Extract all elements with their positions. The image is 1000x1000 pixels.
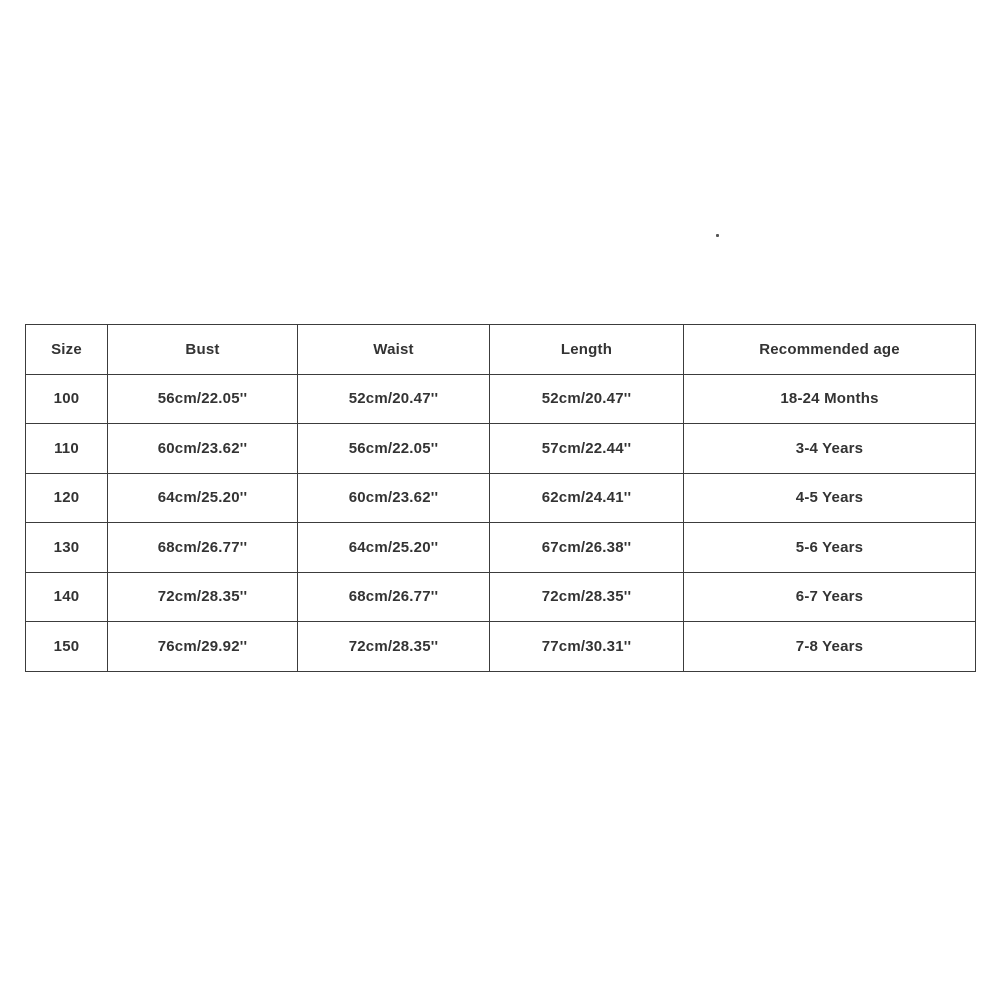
cell-length: 77cm/30.31'': [490, 622, 684, 672]
cell-bust: 64cm/25.20'': [108, 473, 298, 523]
header-size: Size: [26, 325, 108, 375]
cell-waist: 60cm/23.62'': [298, 473, 490, 523]
table-row: [26, 622, 976, 672]
cell-size: 100: [26, 374, 108, 424]
header-age: Recommended age: [684, 325, 976, 375]
cell-age: 5-6 Years: [684, 523, 976, 573]
cell-bust: 72cm/28.35'': [108, 572, 298, 622]
header-waist: Waist: [298, 325, 490, 375]
header-length: Length: [490, 325, 684, 375]
table-row: [26, 424, 976, 474]
cell-bust: 68cm/26.77'': [108, 523, 298, 573]
cell-size: 120: [26, 473, 108, 523]
speck-artifact: [716, 234, 719, 237]
cell-bust: 60cm/23.62'': [108, 424, 298, 474]
table-row: [26, 572, 976, 622]
cell-waist: 64cm/25.20'': [298, 523, 490, 573]
cell-waist: 68cm/26.77'': [298, 572, 490, 622]
cell-waist: 72cm/28.35'': [298, 622, 490, 672]
size-chart-table: [25, 324, 976, 672]
table-row: [26, 374, 976, 424]
cell-size: 110: [26, 424, 108, 474]
cell-length: 57cm/22.44'': [490, 424, 684, 474]
cell-length: 67cm/26.38'': [490, 523, 684, 573]
size-chart-body: [26, 374, 976, 671]
header-row: [26, 325, 976, 375]
cell-age: 18-24 Months: [684, 374, 976, 424]
cell-age: 6-7 Years: [684, 572, 976, 622]
cell-age: 3-4 Years: [684, 424, 976, 474]
cell-length: 52cm/20.47'': [490, 374, 684, 424]
cell-size: 150: [26, 622, 108, 672]
cell-size: 130: [26, 523, 108, 573]
cell-bust: 56cm/22.05'': [108, 374, 298, 424]
table-row: [26, 473, 976, 523]
cell-bust: 76cm/29.92'': [108, 622, 298, 672]
cell-size: 140: [26, 572, 108, 622]
size-chart-header: [26, 325, 976, 375]
cell-waist: 52cm/20.47'': [298, 374, 490, 424]
cell-age: 7-8 Years: [684, 622, 976, 672]
cell-length: 72cm/28.35'': [490, 572, 684, 622]
cell-age: 4-5 Years: [684, 473, 976, 523]
cell-length: 62cm/24.41'': [490, 473, 684, 523]
header-bust: Bust: [108, 325, 298, 375]
cell-waist: 56cm/22.05'': [298, 424, 490, 474]
table-row: [26, 523, 976, 573]
